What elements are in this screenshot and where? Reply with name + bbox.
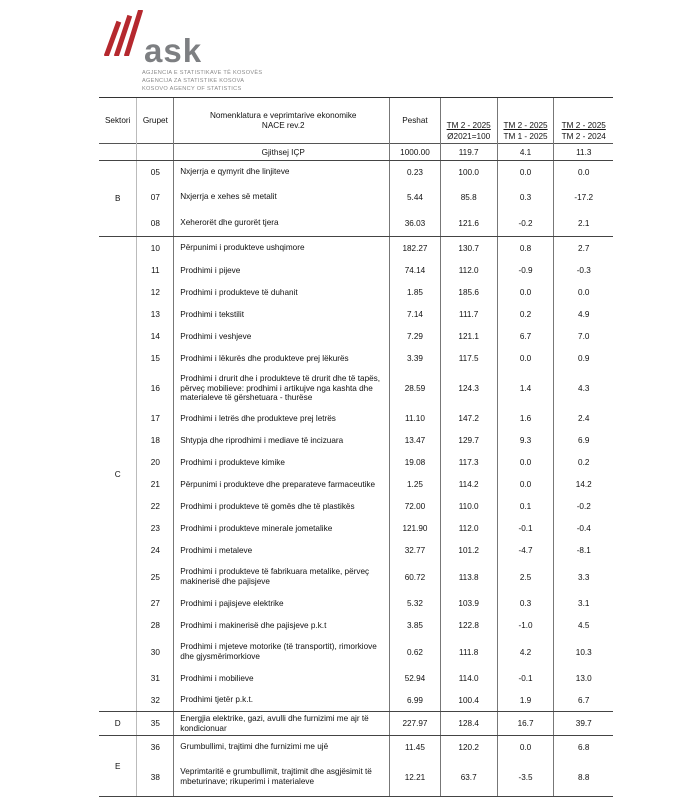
header-col1-line1: TM 2 - 2025 xyxy=(446,120,491,130)
change-y-cell: 10.3 xyxy=(554,637,613,668)
activity-description: Prodhimi i produkteve kimike xyxy=(174,452,390,474)
header-col1 xyxy=(440,98,497,130)
agency-name-sr: AGENCIJA ZA STATISTIKE KOSOVA xyxy=(142,78,245,84)
activity-description: Prodhimi i produkteve minerale jometalike xyxy=(174,518,390,540)
table-row xyxy=(99,408,613,430)
weight-cell: 5.32 xyxy=(390,593,441,615)
industrial-production-index-table xyxy=(99,97,613,797)
header-col2 xyxy=(497,98,554,130)
activity-description: Përpunimi i produkteve dhe preparateve farmaceutike xyxy=(174,474,390,496)
group-code: 17 xyxy=(137,408,174,430)
activity-description: Nxjerrja e qymyrit dhe linjitevе xyxy=(174,161,390,184)
group-code: 21 xyxy=(137,474,174,496)
total-v2: 4.1 xyxy=(497,144,554,161)
activity-description: Xeherorët dhe gurorët tjera xyxy=(174,211,390,237)
header-nomenklatura-line2: NACE rev.2 xyxy=(261,120,305,130)
weight-cell: 32.77 xyxy=(390,540,441,562)
change-y-cell: -8.1 xyxy=(554,540,613,562)
sector-cell: D xyxy=(99,712,137,736)
index-cell: 121.1 xyxy=(440,326,497,348)
weight-cell: 19.08 xyxy=(390,452,441,474)
weight-cell: 1.25 xyxy=(390,474,441,496)
change-y-cell: 6.7 xyxy=(554,690,613,712)
weight-cell: 72.00 xyxy=(390,496,441,518)
total-row xyxy=(99,144,613,161)
index-cell: 128.4 xyxy=(440,712,497,736)
change-y-cell: 7.0 xyxy=(554,326,613,348)
change-y-cell: 4.9 xyxy=(554,304,613,326)
change-q-cell: -0.2 xyxy=(497,211,554,237)
agency-name-en: KOSOVO AGENCY OF STATISTICS xyxy=(142,86,242,92)
weight-cell: 0.23 xyxy=(390,161,441,184)
header-col3-base: TM 2 - 2024 xyxy=(554,130,613,144)
change-q-cell: 1.4 xyxy=(497,370,554,408)
group-code: 20 xyxy=(137,452,174,474)
table-row xyxy=(99,452,613,474)
total-v3: 11.3 xyxy=(554,144,613,161)
index-cell: 185.6 xyxy=(440,282,497,304)
group-code: 27 xyxy=(137,593,174,615)
activity-description: Prodhimi i makinerisë dhe pajisjeve p.k.t xyxy=(174,615,390,637)
table-row xyxy=(99,348,613,370)
activity-description: Shtypja dhe riprodhimi i mediave të incizuara xyxy=(174,430,390,452)
table-row xyxy=(99,282,613,304)
index-cell: 129.7 xyxy=(440,430,497,452)
weight-cell: 3.85 xyxy=(390,615,441,637)
group-code: 30 xyxy=(137,637,174,668)
weight-cell: 227.97 xyxy=(390,712,441,736)
group-code: 05 xyxy=(137,161,174,184)
change-q-cell: -3.5 xyxy=(497,759,554,797)
index-cell: 113.8 xyxy=(440,562,497,593)
change-q-cell: 2.5 xyxy=(497,562,554,593)
group-code: 08 xyxy=(137,211,174,237)
weight-cell: 182.27 xyxy=(390,237,441,260)
change-y-cell: 0.2 xyxy=(554,452,613,474)
index-cell: 111.8 xyxy=(440,637,497,668)
weight-cell: 52.94 xyxy=(390,668,441,690)
total-label: Gjithsej IÇP xyxy=(174,144,390,161)
activity-description: Prodhimi tjetër p.k.t. xyxy=(174,690,390,712)
weight-cell: 1.85 xyxy=(390,282,441,304)
activity-description: Prodhimi i letrës dhe produkteve prej letrës xyxy=(174,408,390,430)
table-row xyxy=(99,668,613,690)
change-y-cell: 0.9 xyxy=(554,348,613,370)
change-q-cell: 0.3 xyxy=(497,593,554,615)
index-cell: 120.2 xyxy=(440,736,497,759)
activity-description: Veprimtaritë e grumbullimit, trajtimit dhe asgjësimit të mbeturinave; rikuperimi i materialeve xyxy=(174,759,390,797)
activity-description: Prodhimi i metaleve xyxy=(174,540,390,562)
activity-description: Nxjerrja e xehes së metalit xyxy=(174,184,390,211)
table-row xyxy=(99,161,613,184)
weight-cell: 7.14 xyxy=(390,304,441,326)
weight-cell: 11.10 xyxy=(390,408,441,430)
index-cell: 85.8 xyxy=(440,184,497,211)
table-row xyxy=(99,474,613,496)
weight-cell: 28.59 xyxy=(390,370,441,408)
index-cell: 147.2 xyxy=(440,408,497,430)
change-q-cell: 0.0 xyxy=(497,474,554,496)
change-y-cell: 4.3 xyxy=(554,370,613,408)
index-cell: 100.0 xyxy=(440,161,497,184)
change-q-cell: 0.2 xyxy=(497,304,554,326)
change-y-cell: 14.2 xyxy=(554,474,613,496)
index-cell: 117.3 xyxy=(440,452,497,474)
table-row xyxy=(99,690,613,712)
header-col3-line1: TM 2 - 2025 xyxy=(561,120,606,130)
group-code: 11 xyxy=(137,260,174,282)
header-col2-base: TM 1 - 2025 xyxy=(497,130,554,144)
change-y-cell: 2.4 xyxy=(554,408,613,430)
table-row xyxy=(99,562,613,593)
change-y-cell: 3.1 xyxy=(554,593,613,615)
table-row xyxy=(99,615,613,637)
header-col2-line1: TM 2 - 2025 xyxy=(503,120,548,130)
weight-cell: 121.90 xyxy=(390,518,441,540)
activity-description: Prodhimi i mobilieve xyxy=(174,668,390,690)
table-row xyxy=(99,712,613,736)
group-code: 23 xyxy=(137,518,174,540)
change-y-cell: -17.2 xyxy=(554,184,613,211)
table-row xyxy=(99,430,613,452)
table-row xyxy=(99,184,613,211)
index-cell: 63.7 xyxy=(440,759,497,797)
index-cell: 130.7 xyxy=(440,237,497,260)
change-q-cell: 0.1 xyxy=(497,496,554,518)
group-code: 38 xyxy=(137,759,174,797)
index-cell: 112.0 xyxy=(440,260,497,282)
change-y-cell: 8.8 xyxy=(554,759,613,797)
change-y-cell: 2.7 xyxy=(554,237,613,260)
weight-cell: 3.39 xyxy=(390,348,441,370)
index-cell: 103.9 xyxy=(440,593,497,615)
index-cell: 114.0 xyxy=(440,668,497,690)
group-code: 22 xyxy=(137,496,174,518)
table-row xyxy=(99,260,613,282)
change-q-cell: 1.6 xyxy=(497,408,554,430)
weight-cell: 13.47 xyxy=(390,430,441,452)
total-v1: 119.7 xyxy=(440,144,497,161)
change-y-cell: 2.1 xyxy=(554,211,613,237)
table-row xyxy=(99,637,613,668)
weight-cell: 5.44 xyxy=(390,184,441,211)
total-peshat: 1000.00 xyxy=(390,144,441,161)
table-row xyxy=(99,518,613,540)
change-y-cell: 39.7 xyxy=(554,712,613,736)
group-code: 15 xyxy=(137,348,174,370)
group-code: 32 xyxy=(137,690,174,712)
activity-description: Prodhimi i lëkurës dhe produkteve prej lëkurës xyxy=(174,348,390,370)
header-nomenklatura xyxy=(174,98,390,144)
group-code: 18 xyxy=(137,430,174,452)
group-code: 16 xyxy=(137,370,174,408)
group-code: 12 xyxy=(137,282,174,304)
change-q-cell: 0.0 xyxy=(497,452,554,474)
group-code: 07 xyxy=(137,184,174,211)
table-row xyxy=(99,237,613,260)
index-cell: 124.3 xyxy=(440,370,497,408)
weight-cell: 12.21 xyxy=(390,759,441,797)
group-code: 25 xyxy=(137,562,174,593)
table-row xyxy=(99,496,613,518)
group-code: 14 xyxy=(137,326,174,348)
activity-description: Prodhimi i pajisjeve elektrike xyxy=(174,593,390,615)
change-q-cell: -0.9 xyxy=(497,260,554,282)
activity-description: Prodhimi i drurit dhe i produkteve të drurit dhe të tapës, përveç mobilieve: prodhimi i artikujve nga kashta dhe materialeve të gërshetuara - thurëse xyxy=(174,370,390,408)
activity-description: Prodhimi i mjeteve motorike (të transportit), rimorkiove dhe gjysmërimorkiove xyxy=(174,637,390,668)
change-q-cell: 0.0 xyxy=(497,736,554,759)
activity-description: Grumbullimi, trajtimi dhe furnizimi me ujë xyxy=(174,736,390,759)
weight-cell: 6.99 xyxy=(390,690,441,712)
group-code: 28 xyxy=(137,615,174,637)
activity-description: Prodhimi i veshjeve xyxy=(174,326,390,348)
change-y-cell: 0.0 xyxy=(554,161,613,184)
index-cell: 111.7 xyxy=(440,304,497,326)
change-q-cell: 6.7 xyxy=(497,326,554,348)
change-y-cell: -0.3 xyxy=(554,260,613,282)
change-y-cell: 13.0 xyxy=(554,668,613,690)
table-row xyxy=(99,326,613,348)
activity-description: Energjia elektrike, gazi, avulli dhe furnizimi me ajr të kondicionuar xyxy=(174,712,390,736)
header-sektori: Sektori xyxy=(99,98,137,144)
weight-cell: 7.29 xyxy=(390,326,441,348)
change-y-cell: -0.2 xyxy=(554,496,613,518)
weight-cell: 11.45 xyxy=(390,736,441,759)
weight-cell: 74.14 xyxy=(390,260,441,282)
header-nomenklatura-line1: Nomenklatura e veprimtarive ekonomike xyxy=(209,111,357,121)
table-row xyxy=(99,593,613,615)
activity-description: Prodhimi i produkteve të fabrikuara metalike, përveç makinerisë dhe pajisjeve xyxy=(174,562,390,593)
change-q-cell: -0.1 xyxy=(497,668,554,690)
index-cell: 112.0 xyxy=(440,518,497,540)
group-code: 31 xyxy=(137,668,174,690)
header-col1-base: Ø2021=100 xyxy=(440,130,497,144)
activity-description: Prodhimi i produkteve të duhanit xyxy=(174,282,390,304)
sector-cell: E xyxy=(99,736,137,797)
index-cell: 101.2 xyxy=(440,540,497,562)
group-code: 13 xyxy=(137,304,174,326)
change-q-cell: 4.2 xyxy=(497,637,554,668)
change-q-cell: 0.3 xyxy=(497,184,554,211)
table-row xyxy=(99,540,613,562)
header-col3 xyxy=(554,98,613,130)
change-y-cell: 6.9 xyxy=(554,430,613,452)
change-q-cell: 16.7 xyxy=(497,712,554,736)
ask-logo xyxy=(104,10,304,90)
agency-name-sq: AGJENCIA E STATISTIKAVE TË KOSOVËS xyxy=(142,70,263,76)
index-cell: 110.0 xyxy=(440,496,497,518)
group-code: 10 xyxy=(137,237,174,260)
sector-cell: C xyxy=(99,237,137,712)
change-y-cell: -0.4 xyxy=(554,518,613,540)
activity-description: Përpunimi i produkteve ushqimore xyxy=(174,237,390,260)
index-cell: 117.5 xyxy=(440,348,497,370)
weight-cell: 0.62 xyxy=(390,637,441,668)
weight-cell: 60.72 xyxy=(390,562,441,593)
header-grupet: Grupet xyxy=(137,98,174,144)
brand-name: ask xyxy=(144,32,203,69)
change-q-cell: 0.8 xyxy=(497,237,554,260)
table-row xyxy=(99,759,613,797)
activity-description: Prodhimi i produkteve të gomës dhe të plastikës xyxy=(174,496,390,518)
change-y-cell: 0.0 xyxy=(554,282,613,304)
change-q-cell: 0.0 xyxy=(497,348,554,370)
change-q-cell: 0.0 xyxy=(497,282,554,304)
change-y-cell: 3.3 xyxy=(554,562,613,593)
index-cell: 122.8 xyxy=(440,615,497,637)
group-code: 36 xyxy=(137,736,174,759)
change-q-cell: 1.9 xyxy=(497,690,554,712)
change-y-cell: 6.8 xyxy=(554,736,613,759)
table-row xyxy=(99,736,613,759)
index-cell: 114.2 xyxy=(440,474,497,496)
change-y-cell: 4.5 xyxy=(554,615,613,637)
activity-description: Prodhimi i tekstilit xyxy=(174,304,390,326)
activity-description: Prodhimi i pijeve xyxy=(174,260,390,282)
index-cell: 121.6 xyxy=(440,211,497,237)
header-peshat: Peshat xyxy=(390,98,441,144)
change-q-cell: 9.3 xyxy=(497,430,554,452)
table-row xyxy=(99,304,613,326)
group-code: 35 xyxy=(137,712,174,736)
table-row xyxy=(99,211,613,237)
change-q-cell: -0.1 xyxy=(497,518,554,540)
table-row xyxy=(99,370,613,408)
sector-cell: B xyxy=(99,161,137,237)
weight-cell: 36.03 xyxy=(390,211,441,237)
change-q-cell: -1.0 xyxy=(497,615,554,637)
index-cell: 100.4 xyxy=(440,690,497,712)
logo-slashes-icon xyxy=(104,10,144,56)
change-q-cell: 0.0 xyxy=(497,161,554,184)
group-code: 24 xyxy=(137,540,174,562)
change-q-cell: -4.7 xyxy=(497,540,554,562)
